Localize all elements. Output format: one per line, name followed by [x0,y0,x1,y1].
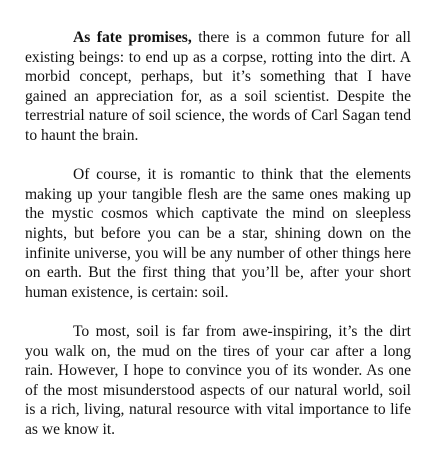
paragraph-2-text: Of course, it is romantic to think that the elements making up your tangible flesh are the same ones making up the mystic cosmos which captivate the mind on sleepless nights, but before you can be a star, shining down on the infinite universe, you will be any number of other things here on earth. But the first thing that you’ll be, after your short human existence, is certain: soil. [25,166,411,301]
paragraph-3-text: To most, soil is far from awe-inspiring, it’s the dirt you walk on, the mud on the tires of your car after a long rain. However, I hope to convince you of its wonder. As one of the most misunderstood aspects of our natural world, soil is a rich, living, natural resource with vital importance to life as we know it. [25,322,411,438]
paragraph-1 [25,28,411,146]
paragraph-1-text: there is a common future for all existing beings: to end up as a corpse, rotting into the dirt. A morbid concept, perhaps, but it’s something that I have gained an appreciation for, as a soil scientist. Despite the terrestrial nature of soil science, the words of Carl Sagan tend to haunt the brain. [25,29,411,144]
article-body [25,28,411,439]
paragraph-2 [25,165,411,302]
paragraph-3 [25,322,411,440]
paragraph-lead-in: As fate promises, [73,29,192,46]
